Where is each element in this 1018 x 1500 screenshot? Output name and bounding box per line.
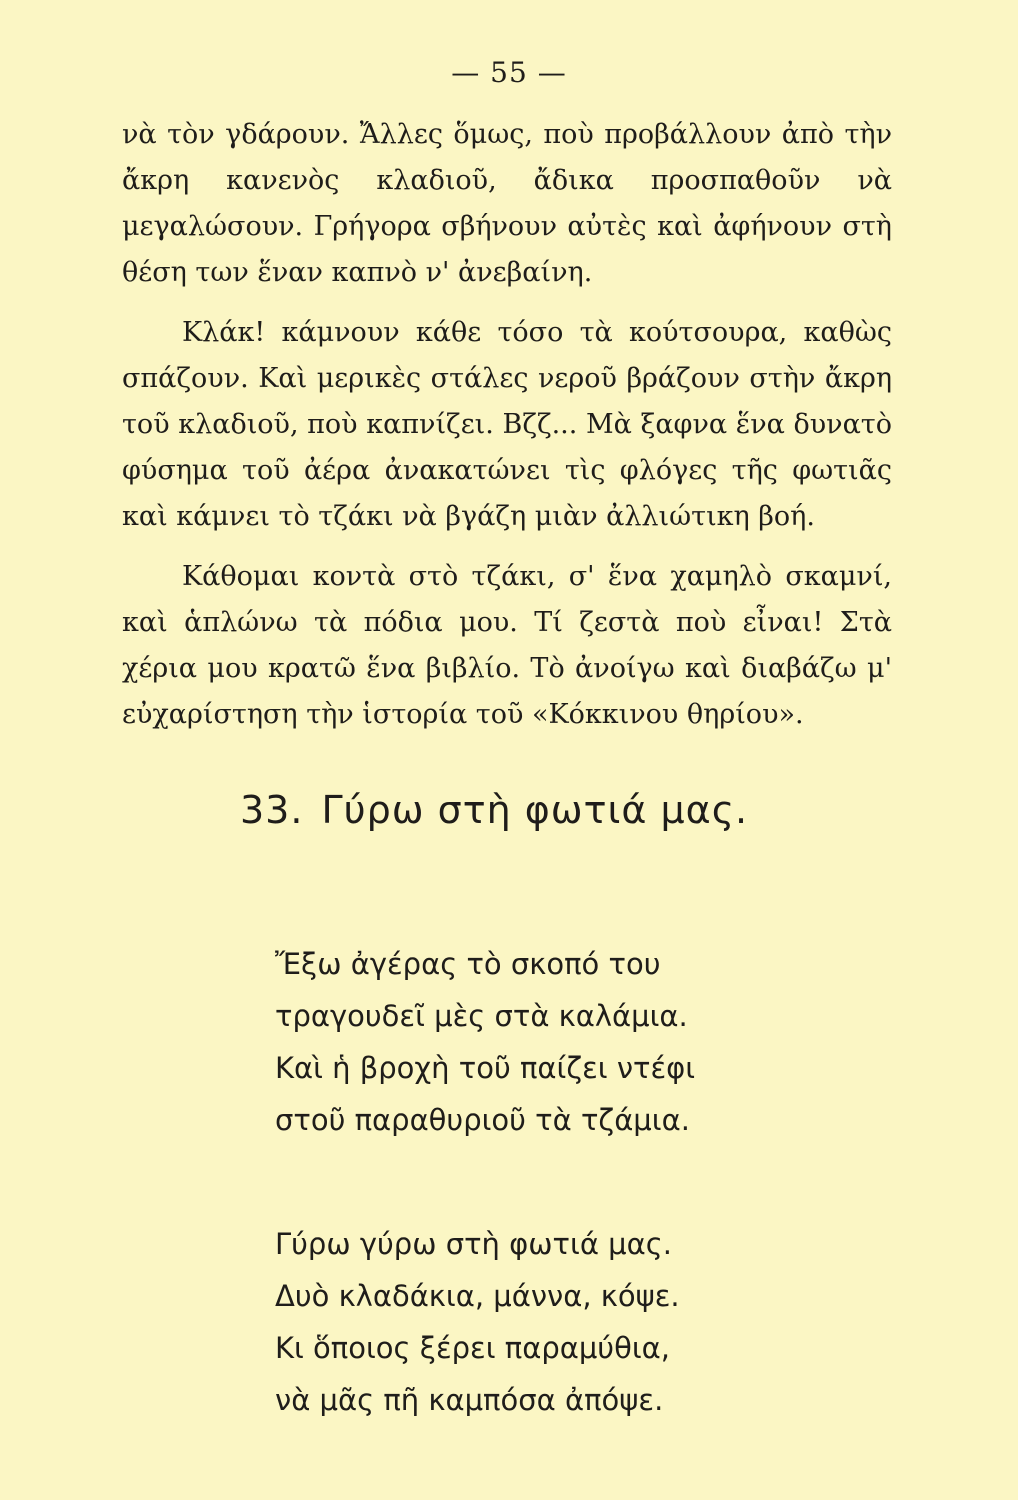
chapter-heading [240,788,748,832]
poem-line: νὰ μᾶς πῆ καμπόσα ἀπόψε. [275,1383,664,1417]
poem-line: Δυὸ κλαδάκια, μάννα, κόψε. [275,1279,680,1313]
poem-line: τραγουδεῖ μὲς στὰ καλάμια. [275,999,688,1033]
chapter-title: Γύρω στὴ φωτιά μας. [321,788,749,832]
page-number: — 55 — [451,56,567,89]
poem-line: Ἔξω ἀγέρας τὸ σκοπό του [275,947,661,981]
prose-paragraph: Κάθομαι κοντὰ στὸ τζάκι, σ' ἕνα χαμηλὸ σκαμνί, καὶ ἁπλώνω τὰ πόδια μου. Τί ζεστὰ ποὺ εἶναι! Στὰ χέρια μου κρατῶ ἕνα βιβλίο. Τὸ ἀνοίγω καὶ διαβάζω μ' εὐχαρίστηση τὴν ἱστορία τοῦ «Κόκκινου θηρίου». [122,561,892,730]
prose-paragraph: Κλάκ! κάμνουν κάθε τόσο τὰ κούτσουρα, καθὼς σπάζουν. Καὶ μερικὲς στάλες νεροῦ βράζουν στὴν ἄκρη τοῦ κλαδιοῦ, ποὺ καπνίζει. Βζζ... Μὰ ξαφνα ἕνα δυνατὸ φύσημα τοῦ ἀέρα ἀνακατώνει τὶς φλόγες τῆς φωτιᾶς καὶ κάμνει τὸ τζάκι νὰ βγάζη μιὰν ἀλλιώτικη βοή. [122,317,892,532]
poem-stanza-1 [275,938,695,1146]
chapter-number: 33. [240,788,304,832]
poem-stanza-2 [275,1218,680,1426]
prose-paragraph: νὰ τὸν γδάρουν. Ἄλλες ὅμως, ποὺ προβάλλουν ἀπὸ τὴν ἄκρη κανενὸς κλαδιοῦ, ἄδικα προσπαθοῦν νὰ μεγαλώσουν. Γρήγορα σβήνουν αὐτὲς καὶ ἀφήνουν στὴ θέση των ἕναν καπνὸ ν' ἀνεβαίνη. [122,119,892,288]
prose-section [122,112,892,752]
poem-line: στοῦ παραθυριοῦ τὰ τζάμια. [275,1103,690,1137]
poem-line: Κι ὅποιος ξέρει παραμύθια, [275,1331,670,1365]
poem-line: Γύρω γύρω στὴ φωτιά μας. [275,1227,672,1261]
poem-line: Καὶ ἡ βροχὴ τοῦ παίζει ντέφι [275,1051,696,1085]
